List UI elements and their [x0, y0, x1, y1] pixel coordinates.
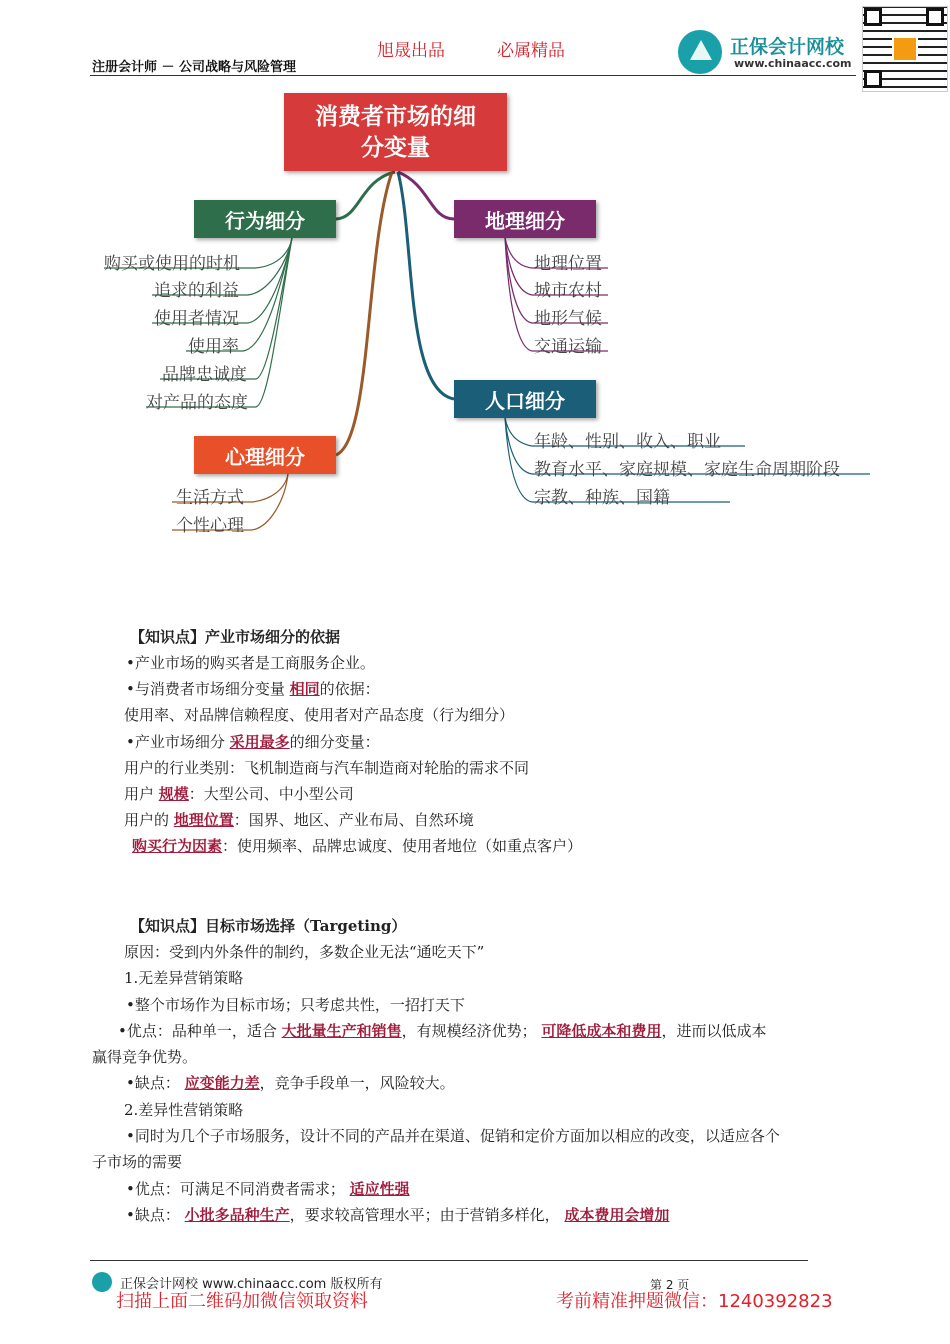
section2-line: •优点：可满足不同消费者需求； 适应性强 [126, 1180, 410, 1198]
leaf-item: 品牌忠诚度 [162, 365, 247, 385]
branch-behavior: 行为细分 [194, 200, 336, 238]
section2-line: 原因：受到内外条件的制约，多数企业无法“通吃天下” [124, 943, 485, 961]
keyword: 大批量生产和销售 [281, 1022, 402, 1040]
keyword: 地理位置 [173, 811, 234, 829]
footer-promo-right: 考前精准押题微信：1240392823 [556, 1291, 833, 1312]
branch-psychographic: 心理细分 [194, 436, 336, 474]
section1-line: •与消费者市场细分变量 相同的依据： [126, 680, 380, 698]
section2-line: •整个市场作为目标市场；只考虑共性，一招打天下 [126, 996, 465, 1014]
leaf-item: 城市农村 [534, 281, 602, 301]
leaf-item: 使用率 [188, 337, 239, 357]
mindmap-root: 消费者市场的细分变量 [284, 93, 507, 171]
leaf-item: 追求的利益 [154, 281, 239, 301]
leaf-item: 教育水平、家庭规模、家庭生命周期阶段 [534, 460, 840, 480]
section2-line: •同时为几个子市场服务，设计不同的产品并在渠道、促销和定价方面加以相应的改变，以适应各个 [126, 1127, 780, 1145]
keyword: 可降低成本和费用 [541, 1022, 662, 1040]
section1-line: 用户 规模：大型公司、中小型公司 [124, 785, 354, 803]
footer-copyright: 正保会计网校 www.chinaacc.com 版权所有 [120, 1277, 383, 1292]
branch-demographic: 人口细分 [454, 380, 596, 418]
footer-logo-icon [92, 1272, 112, 1292]
keyword: 规模 [158, 785, 189, 803]
leaf-item: 使用者情况 [154, 309, 239, 329]
section2-line: 2.差异性营销策略 [124, 1101, 244, 1119]
section2-line: 赢得竞争优势。 [92, 1048, 198, 1066]
leaf-item: 宗教、种族、国籍 [534, 488, 670, 508]
logo-name: 正保会计网校 [730, 36, 845, 58]
branch-line-geo [398, 172, 454, 219]
slogan-right: 必属精品 [497, 41, 565, 61]
section2-line: 1.无差异营销策略 [124, 969, 244, 987]
section2-line: •缺点： 小批多品种生产，要求较高管理水平；由于营销多样化， 成本费用会增加 [126, 1206, 670, 1224]
page-number: 第 2 页 [650, 1278, 690, 1292]
section1-line: 购买行为因素：使用频率、品牌忠诚度、使用者地位（如重点客户） [132, 837, 583, 855]
footer-promo-left: 扫描上面二维码加微信领取资料 [116, 1291, 368, 1312]
section2-line: •缺点： 应变能力差，竞争手段单一，风险较大。 [126, 1074, 455, 1092]
leaf-item: 对产品的态度 [146, 393, 248, 413]
branch-geographic: 地理细分 [454, 200, 596, 238]
leaf-item: 购买或使用的时机 [104, 254, 240, 274]
logo-url[interactable]: www.chinaacc.com [734, 57, 852, 70]
leaf-item: 生活方式 [176, 488, 244, 508]
section1-line: •产业市场的购买者是工商服务企业。 [126, 654, 375, 672]
leaf-line [255, 238, 292, 268]
keyword: 适应性强 [349, 1180, 410, 1198]
keyword: 应变能力差 [184, 1074, 260, 1092]
keyword: 成本费用会增加 [564, 1206, 670, 1224]
leaf-item: 地形气候 [534, 309, 602, 329]
course-title: 注册会计师 － 公司战略与风险管理 [92, 60, 297, 75]
section2-line: •优点：品种单一，适合 大批量生产和销售，有规模经济优势； 可降低成本和费用，进而以低成本 [118, 1022, 767, 1040]
keyword: 购买行为因素 [132, 837, 223, 855]
keyword: 相同 [289, 680, 320, 698]
leaf-item: 个性心理 [176, 516, 244, 536]
leaf-item: 地理位置 [534, 254, 602, 274]
branch-line-demo [398, 172, 454, 399]
keyword: 采用最多 [229, 733, 290, 751]
section2-line: 子市场的需要 [92, 1153, 183, 1171]
section1-line: 用户的行业类别：飞机制造商与汽车制造商对轮胎的需求不同 [124, 759, 530, 777]
section1-line: 用户的 地理位置：国界、地区、产业布局、自然环境 [124, 811, 474, 829]
section1-line: 使用率、对品牌信赖程度、使用者对产品态度（行为细分） [124, 706, 515, 724]
section1-title: 【知识点】产业市场细分的依据 [130, 628, 341, 646]
section1-line: •产业市场细分 采用最多的细分变量： [126, 733, 380, 751]
leaf-item: 年龄、性别、收入、职业 [534, 432, 721, 452]
branch-line-psych [336, 172, 392, 455]
footer-divider [90, 1260, 808, 1261]
keyword: 小批多品种生产 [184, 1206, 290, 1224]
slogan-left: 旭晟出品 [377, 41, 445, 61]
section2-title: 【知识点】目标市场选择（Targeting） [130, 917, 407, 935]
leaf-item: 交通运输 [534, 337, 602, 357]
